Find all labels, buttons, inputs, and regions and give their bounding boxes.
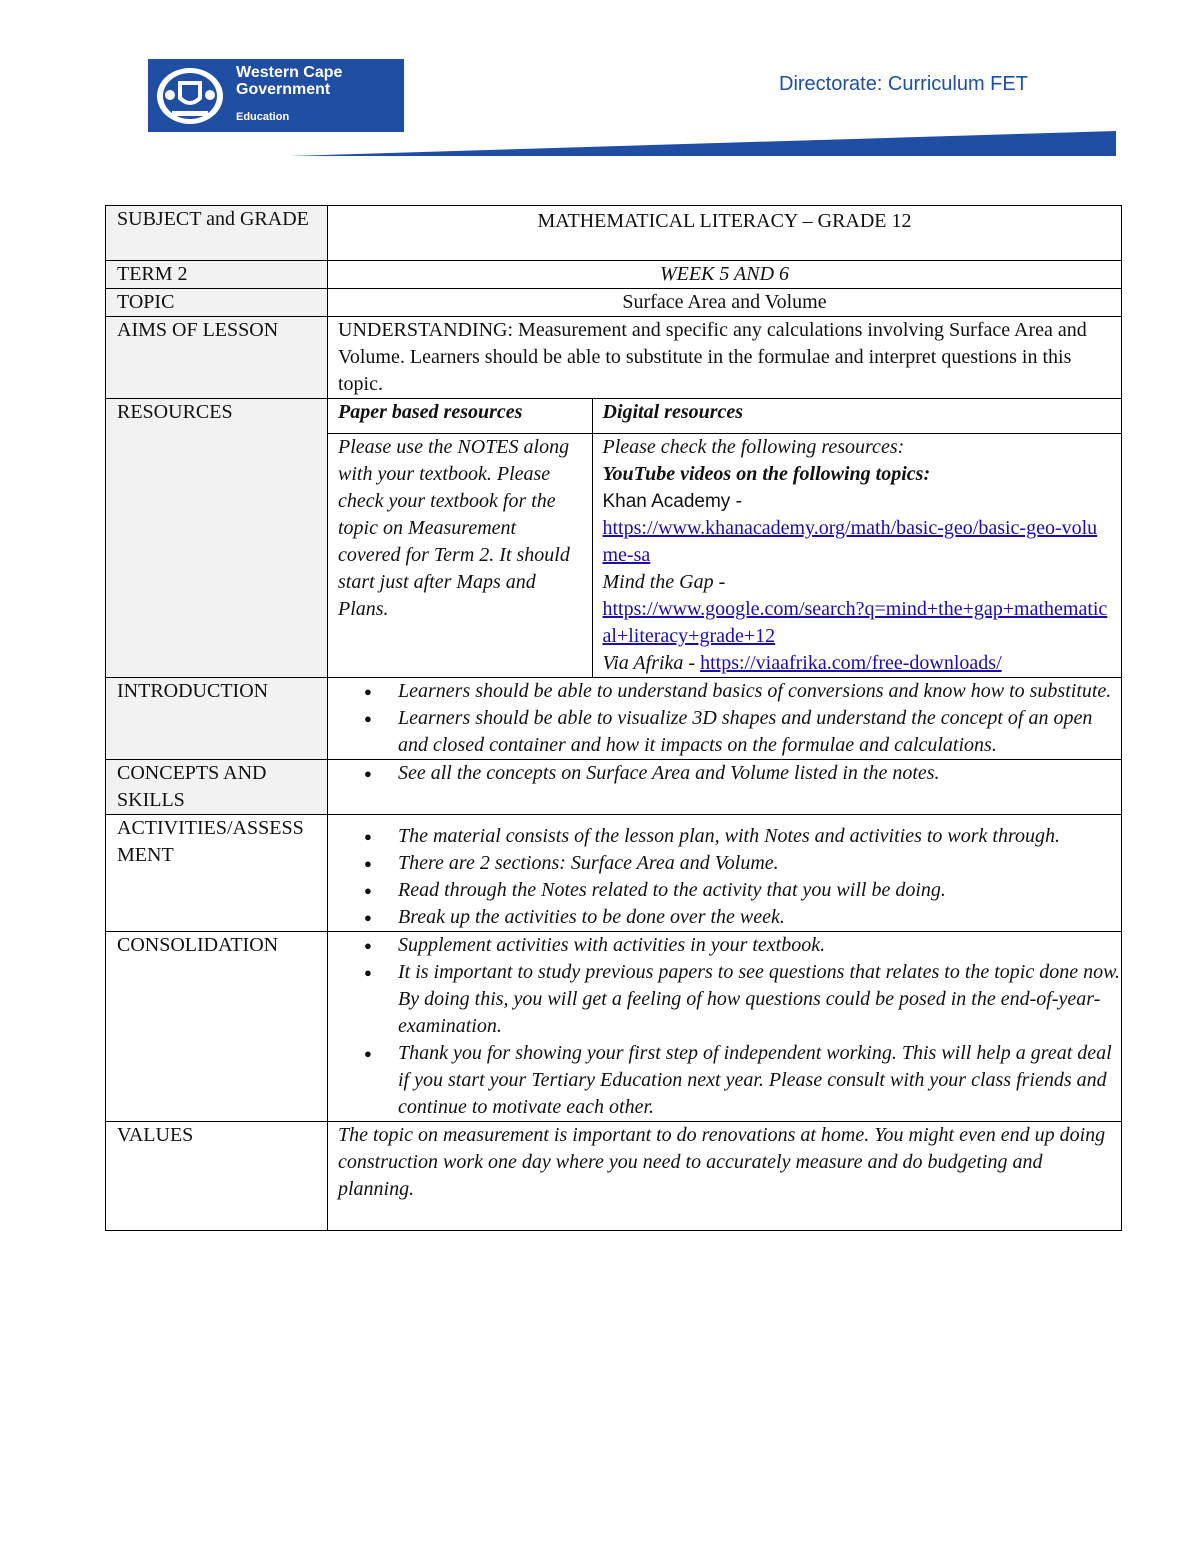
resources-subtable [328, 399, 1121, 677]
youtube-heading: YouTube videos on the following topics: [602, 463, 931, 485]
list-item: ● Thank you for showing your first step of independent working. This will help a great deal if you start your Tertiary Education next year. Please consult with your class friends and continue to motivate each other. [328, 1040, 1121, 1121]
row-subject [106, 206, 1122, 261]
list-item: ● Learners should be able to understand basics of conversions and know how to substitute. [328, 678, 1121, 705]
list-item: ● Supplement activities with activities in your textbook. [328, 932, 1121, 959]
wcg-logo [148, 59, 404, 132]
label-activities: ACTIVITIES/ASSESSMENT [106, 815, 328, 932]
value-activities [328, 815, 1122, 932]
digital-resources-list [592, 434, 1121, 678]
row-consolidation [106, 932, 1122, 1122]
value-topic: Surface Area and Volume [328, 289, 1122, 317]
digital-intro: Please check the following resources: [602, 436, 905, 458]
value-introduction [328, 678, 1122, 760]
header-swoosh [290, 131, 1118, 159]
directorate-title: Directorate: Curriculum FET [779, 73, 1028, 95]
via-afrika-label: Via Afrika - [602, 652, 701, 674]
value-subject: MATHEMATICAL LITERACY – GRADE 12 [328, 206, 1122, 261]
paper-resources-text: Please use the NOTES along with your textbook. Please check your textbook for the topic on Measurement covered for Term 2. It should start just after Maps and Plans. [328, 434, 592, 678]
khan-label: Khan Academy - [602, 491, 742, 512]
logo-subtext: Education [236, 111, 290, 123]
label-topic: TOPIC [106, 289, 328, 317]
list-item: ● See all the concepts on Surface Area and Volume listed in the notes. [328, 760, 1121, 787]
list-item: ● Learners should be able to visualize 3D shapes and understand the concept of an open and closed container and how it impacts on the formulae and calculations. [328, 705, 1121, 759]
value-term: WEEK 5 AND 6 [328, 261, 1122, 289]
logo-text: Western Cape Government [236, 64, 343, 98]
value-aims: UNDERSTANDING: Measurement and specific any calculations involving Surface Area and Volume. Learners should be able to substitute in the formulae and interpret questions in this topic. [328, 317, 1122, 399]
list-item: ● There are 2 sections: Surface Area and Volume. [328, 850, 1121, 877]
lesson-plan-table [105, 205, 1122, 1231]
row-aims [106, 317, 1122, 399]
row-resources [106, 399, 1122, 678]
value-values: The topic on measurement is important to do renovations at home. You might even end up doing construction work one day where you need to accurately measure and do budgeting and planning. [328, 1122, 1122, 1231]
via-afrika-link[interactable]: https://viaafrika.com/free-downloads/ [700, 652, 1002, 674]
row-values [106, 1122, 1122, 1231]
list-item: ● The material consists of the lesson plan, with Notes and activities to work through. [328, 823, 1121, 850]
value-concepts [328, 760, 1122, 815]
label-introduction: INTRODUCTION [106, 678, 328, 760]
row-term [106, 261, 1122, 289]
mind-the-gap-link[interactable]: https://www.google.com/search?q=mind+the+gap+mathematical+literacy+grade+12 [602, 598, 1108, 647]
mind-the-gap-label: Mind the Gap - [602, 571, 726, 593]
row-introduction [106, 678, 1122, 760]
list-item: ● Break up the activities to be done over the week. [328, 904, 1121, 931]
label-subject: SUBJECT and GRADE [106, 206, 328, 261]
resources-cell [328, 399, 1122, 678]
coat-of-arms-icon [152, 65, 228, 127]
label-term: TERM 2 [106, 261, 328, 289]
row-concepts [106, 760, 1122, 815]
list-item: ● It is important to study previous papers to see questions that relates to the topic done now. By doing this, you will get a feeling of how questions could be posed in the end-of-year-examination. [328, 959, 1121, 1040]
paper-resources-heading: Paper based resources [328, 399, 592, 434]
label-values: VALUES [106, 1122, 328, 1231]
list-item: ● Read through the Notes related to the activity that you will be doing. [328, 877, 1121, 904]
row-topic [106, 289, 1122, 317]
label-consolidation: CONSOLIDATION [106, 932, 328, 1122]
row-activities [106, 815, 1122, 932]
value-consolidation [328, 932, 1122, 1122]
khan-academy-link[interactable]: https://www.khanacademy.org/math/basic-geo/basic-geo-volume-sa [602, 517, 1098, 566]
label-resources: RESOURCES [106, 399, 328, 678]
label-concepts: CONCEPTS AND SKILLS [106, 760, 328, 815]
label-aims: AIMS OF LESSON [106, 317, 328, 399]
digital-resources-heading: Digital resources [592, 399, 1121, 434]
